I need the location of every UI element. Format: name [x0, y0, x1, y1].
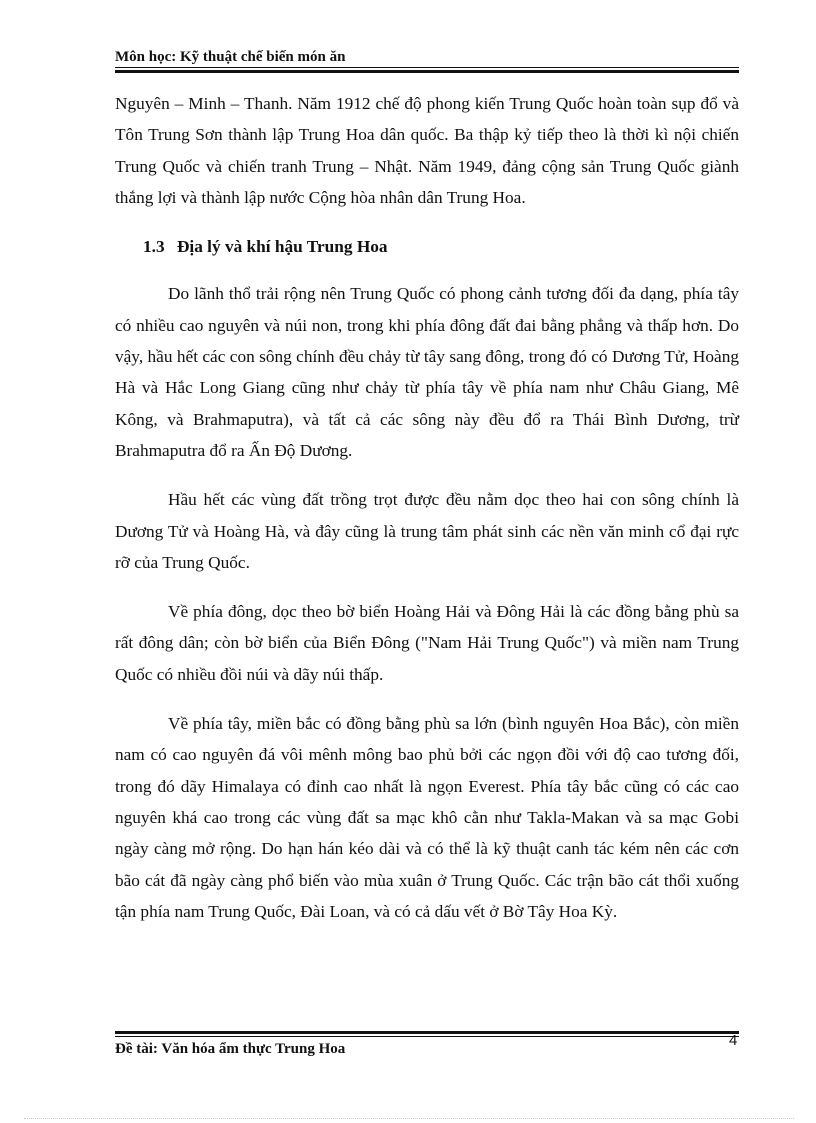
header-rule-thick — [115, 70, 739, 73]
header-rule-thin — [115, 67, 739, 68]
paragraph-landscape: Do lãnh thổ trải rộng nên Trung Quốc có phong cảnh tương đối đa dạng, phía tây có nhiều cao nguyên và núi non, trong khi phía đông đất đai bằng phẳng và thấp hơn. Do vậy, hầu hết các con sông chính đều chảy từ tây sang đông, trong đó có Dương Tử, Hoàng Hà và Hắc Long Giang cũng như chảy từ phía tây về phía nam như Châu Giang, Mê Kông, và Brahmaputra), và tất cả các sông này đều đổ ra Thái Bình Dương, trừ Brahmaputra đổ ra Ấn Độ Dương. — [115, 284, 739, 460]
document-body — [115, 88, 739, 927]
paragraph-west: Về phía tây, miền bắc có đồng bằng phù sa lớn (bình nguyên Hoa Bắc), còn miền nam có cao nguyên đá vôi mênh mông bao phủ bởi các ngọn đồi với độ cao tương đối, trong đó dãy Himalaya có đỉnh cao nhất là ngọn Everest. Phía tây bắc cũng có các cao nguyên khá cao trong các vùng đất sa mạc khô cằn như Takla-Makan và sa mạc Gobi ngày càng mở rộng. Do hạn hán kéo dài và có thể là kỹ thuật canh tác kém nên các cơn bão cát đã ngày càng phổ biến vào mùa xuân ở Trung Quốc. Các trận bão cát thổi xuống tận phía nam Trung Quốc, Đài Loan, và có cả dấu vết ở Bờ Tây Hoa Kỳ. — [115, 714, 739, 921]
paragraph-farmland: Hầu hết các vùng đất trồng trọt được đều nằm dọc theo hai con sông chính là Dương Tử và Hoàng Hà, và đây cũng là trung tâm phát sinh các nền văn minh cổ đại rực rỡ của Trung Quốc. — [115, 490, 739, 572]
page-number: 4 — [729, 1032, 738, 1049]
intro-paragraph: Nguyên – Minh – Thanh. Năm 1912 chế độ phong kiến Trung Quốc hoàn toàn sụp đổ và Tôn Trung Sơn thành lập Trung Hoa dân quốc. Ba thập kỷ tiếp theo là thời kì nội chiến Trung Quốc và chiến tranh Trung – Nhật. Năm 1949, đảng cộng sản Trung Quốc giành thắng lợi và thành lập nước Cộng hòa nhân dân Trung Hoa. — [115, 94, 739, 207]
footer-rule-thin — [115, 1036, 739, 1037]
course-title: Môn học: Kỹ thuật chế biến món ăn — [115, 49, 346, 65]
section-title: Địa lý và khí hậu Trung Hoa — [176, 237, 388, 257]
footer-rule-thick — [115, 1031, 739, 1034]
section-number: 1.3 — [143, 237, 165, 257]
paragraph-east-coast: Về phía đông, dọc theo bờ biển Hoàng Hải và Đông Hải là các đồng bằng phù sa rất đông dân; còn bờ biển của Biển Đông ("Nam Hải Trung Quốc") và miền nam Trung Quốc có nhiều đồi núi và dãy núi thấp. — [115, 602, 739, 684]
section-heading — [115, 231, 739, 262]
topic-title: Đề tài: Văn hóa ẩm thực Trung Hoa — [115, 1041, 346, 1057]
page-edge-divider — [24, 1118, 794, 1119]
